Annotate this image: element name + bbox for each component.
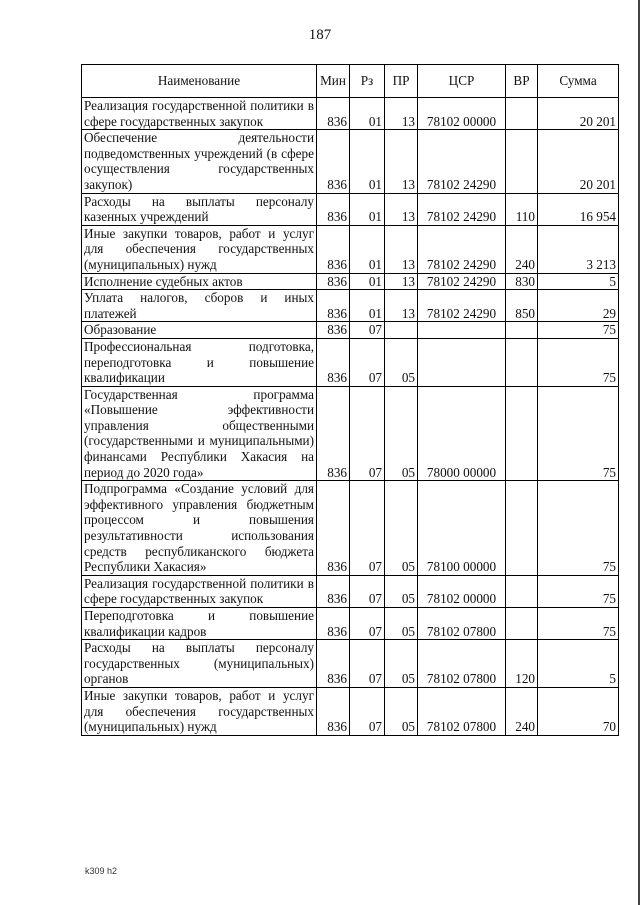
cell-csr	[418, 322, 506, 339]
cell-vr	[506, 98, 538, 130]
cell-min: 836	[317, 386, 350, 481]
cell-sum: 3 213	[538, 225, 619, 273]
cell-vr	[506, 338, 538, 386]
cell-csr: 78000 00000	[418, 386, 506, 481]
table-row	[82, 130, 619, 193]
cell-rz: 01	[350, 225, 385, 273]
cell-rz: 01	[350, 193, 385, 225]
cell-vr	[506, 130, 538, 193]
page-number: 187	[308, 27, 332, 43]
cell-csr: 78102 24290	[418, 225, 506, 273]
cell-rz: 07	[350, 322, 385, 339]
cell-sum: 75	[538, 338, 619, 386]
cell-name: Иные закупки товаров, работ и услуг для обеспечения государственных (муниципальных) нужд	[82, 225, 317, 273]
cell-rz: 07	[350, 687, 385, 735]
cell-sum: 70	[538, 687, 619, 735]
cell-csr: 78102 24290	[418, 193, 506, 225]
cell-rz: 01	[350, 273, 385, 290]
cell-vr: 850	[506, 290, 538, 322]
header-csr: ЦСР	[418, 65, 506, 98]
table-row	[82, 608, 619, 640]
table-row	[82, 322, 619, 339]
cell-min: 836	[317, 575, 350, 607]
cell-sum: 75	[538, 386, 619, 481]
cell-min: 836	[317, 225, 350, 273]
cell-name: Профессиональная подготовка, переподготовка и повышение квалификации	[82, 338, 317, 386]
cell-rz: 01	[350, 290, 385, 322]
table-row	[82, 193, 619, 225]
cell-csr: 78102 24290	[418, 273, 506, 290]
cell-vr	[506, 481, 538, 576]
cell-rz: 01	[350, 98, 385, 130]
cell-name: Расходы на выплаты персоналу казенных учреждений	[82, 193, 317, 225]
cell-pr: 13	[385, 290, 418, 322]
cell-name: Реализация государственной политики в сфере государственных закупок	[82, 575, 317, 607]
cell-csr: 78102 24290	[418, 290, 506, 322]
table-row	[82, 481, 619, 576]
cell-rz: 07	[350, 481, 385, 576]
cell-min: 836	[317, 338, 350, 386]
cell-rz: 01	[350, 130, 385, 193]
cell-sum: 75	[538, 481, 619, 576]
cell-csr	[418, 338, 506, 386]
cell-name: Образование	[82, 322, 317, 339]
cell-csr: 78102 00000	[418, 575, 506, 607]
cell-min: 836	[317, 608, 350, 640]
cell-pr	[385, 322, 418, 339]
header-rz: Рз	[350, 65, 385, 98]
cell-sum: 5	[538, 273, 619, 290]
cell-pr: 13	[385, 98, 418, 130]
table-row	[82, 575, 619, 607]
header-pr: ПР	[385, 65, 418, 98]
cell-pr: 05	[385, 575, 418, 607]
cell-vr: 110	[506, 193, 538, 225]
cell-rz: 07	[350, 575, 385, 607]
cell-pr: 05	[385, 608, 418, 640]
budget-table	[81, 64, 619, 736]
cell-vr	[506, 386, 538, 481]
cell-vr: 240	[506, 225, 538, 273]
cell-sum: 75	[538, 575, 619, 607]
cell-csr: 78100 00000	[418, 481, 506, 576]
cell-csr: 78102 24290	[418, 130, 506, 193]
cell-pr: 13	[385, 193, 418, 225]
cell-name: Подпрограмма «Создание условий для эффективного управления бюджетным процессом и повышения результативности использования средств республиканского бюджета Республики Хакасия»	[82, 481, 317, 576]
cell-pr: 13	[385, 225, 418, 273]
cell-sum: 5	[538, 640, 619, 688]
cell-pr: 05	[385, 640, 418, 688]
cell-min: 836	[317, 273, 350, 290]
cell-pr: 05	[385, 338, 418, 386]
cell-name: Государственная программа «Повышение эффективности управления общественными (государственными и муниципальными) финансами Республики Хакасия на период до 2020 года»	[82, 386, 317, 481]
cell-vr: 830	[506, 273, 538, 290]
cell-min: 836	[317, 640, 350, 688]
cell-name: Обеспечение деятельности подведомственных учреждений (в сфере осуществления государственных закупок)	[82, 130, 317, 193]
cell-name: Переподготовка и повышение квалификации кадров	[82, 608, 317, 640]
cell-sum: 75	[538, 608, 619, 640]
cell-min: 836	[317, 290, 350, 322]
cell-min: 836	[317, 193, 350, 225]
cell-sum: 20 201	[538, 98, 619, 130]
cell-min: 836	[317, 687, 350, 735]
table-row	[82, 640, 619, 688]
cell-rz: 07	[350, 608, 385, 640]
cell-pr: 13	[385, 130, 418, 193]
cell-vr	[506, 322, 538, 339]
cell-name: Реализация государственной политики в сфере государственных закупок	[82, 98, 317, 130]
cell-pr: 05	[385, 386, 418, 481]
cell-min: 836	[317, 130, 350, 193]
cell-csr: 78102 00000	[418, 98, 506, 130]
cell-vr	[506, 575, 538, 607]
cell-csr: 78102 07800	[418, 608, 506, 640]
cell-sum: 20 201	[538, 130, 619, 193]
header-min: Мин	[317, 65, 350, 98]
table-row	[82, 290, 619, 322]
cell-sum: 75	[538, 322, 619, 339]
cell-vr: 120	[506, 640, 538, 688]
header-name: Наименование	[82, 65, 317, 98]
cell-vr	[506, 608, 538, 640]
cell-sum: 16 954	[538, 193, 619, 225]
table-row	[82, 338, 619, 386]
table-body	[82, 98, 619, 736]
cell-vr: 240	[506, 687, 538, 735]
cell-min: 836	[317, 98, 350, 130]
cell-rz: 07	[350, 338, 385, 386]
cell-rz: 07	[350, 640, 385, 688]
cell-min: 836	[317, 322, 350, 339]
table-row	[82, 687, 619, 735]
table-row	[82, 98, 619, 130]
cell-sum: 29	[538, 290, 619, 322]
cell-pr: 13	[385, 273, 418, 290]
cell-name: Уплата налогов, сборов и иных платежей	[82, 290, 317, 322]
cell-csr: 78102 07800	[418, 640, 506, 688]
cell-min: 836	[317, 481, 350, 576]
cell-name: Исполнение судебных актов	[82, 273, 317, 290]
table-row	[82, 386, 619, 481]
table-row	[82, 225, 619, 273]
table-row	[82, 273, 619, 290]
footer-code: k309 h2	[85, 866, 118, 876]
cell-name: Расходы на выплаты персоналу государственных (муниципальных) органов	[82, 640, 317, 688]
cell-name: Иные закупки товаров, работ и услуг для обеспечения государственных (муниципальных) нужд	[82, 687, 317, 735]
header-sum: Сумма	[538, 65, 619, 98]
cell-csr: 78102 07800	[418, 687, 506, 735]
header-vr: ВР	[506, 65, 538, 98]
cell-pr: 05	[385, 481, 418, 576]
table-header-row	[82, 65, 619, 98]
cell-pr: 05	[385, 687, 418, 735]
cell-rz: 07	[350, 386, 385, 481]
